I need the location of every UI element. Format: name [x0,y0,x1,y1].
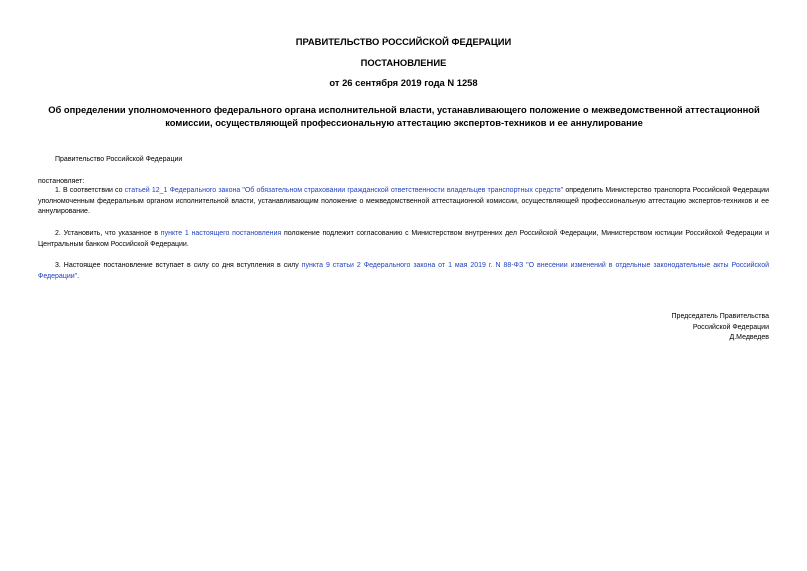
clause-2-link[interactable]: пункте 1 настоящего постановления [160,230,282,237]
clause-3 [38,261,769,282]
clause-3-link[interactable]: пункта 9 статьи 2 Федерального закона от 1 мая 2019 г. N 88-ФЗ "О внесении изменений в отдельные законодательные акты Российской Федерации" [38,262,770,280]
signature-name: Д.Медведев [729,334,769,342]
clause-2-text-before: 2. Установить, что указанное в [55,230,161,237]
clause-3-text-before: 3. Настоящее постановление вступает в силу со дня вступления в силу [55,262,302,269]
clause-1-text-after: определить Министерство транспорта Российской Федерации уполномоченным федеральным органом исполнительной власти, устанавливающим положение о межведомственной аттестационной комиссии, осуществляющей профессиональную аттестацию экспертов-техников и ее аннулирование. [38,187,769,216]
government-heading: ПРАВИТЕЛЬСТВО РОССИЙСКОЙ ФЕДЕРАЦИИ [295,36,512,47]
signature-country: Российской Федерации [692,323,769,331]
document-title: Об определении уполномоченного федерального органа исполнительной власти, устанавливающего положение о межведомственной аттестационной комиссии, осуществляющей профессиональную аттестацию экспертов-техников и ее аннулирование [48,104,760,128]
clause-2 [38,229,769,250]
document-date-number: от 26 сентября 2019 года N 1258 [329,77,478,88]
document-type-heading: ПОСТАНОВЛЕНИЕ [360,57,447,68]
clause-1 [38,186,769,218]
signature-position: Председатель Правительства [671,313,769,320]
clause-1-link[interactable]: статьей 12_1 Федерального закона "Об обязательном страховании гражданской ответственности владельцев транспортных средств" [124,187,564,194]
preamble-authority: Правительство Российской Федерации [55,156,183,163]
preamble-decrees: постановляет: [38,178,85,185]
clause-1-text-before: 1. В соответствии со [55,187,125,194]
clause-2-text-after: положение подлежит согласованию с Министерством внутренних дел Российской Федерации, Министерством юстиции Российской Федерации и Центральным банком Российской Федерации. [38,230,769,248]
signature-block [590,312,769,344]
clause-3-text-after: . [77,272,80,280]
